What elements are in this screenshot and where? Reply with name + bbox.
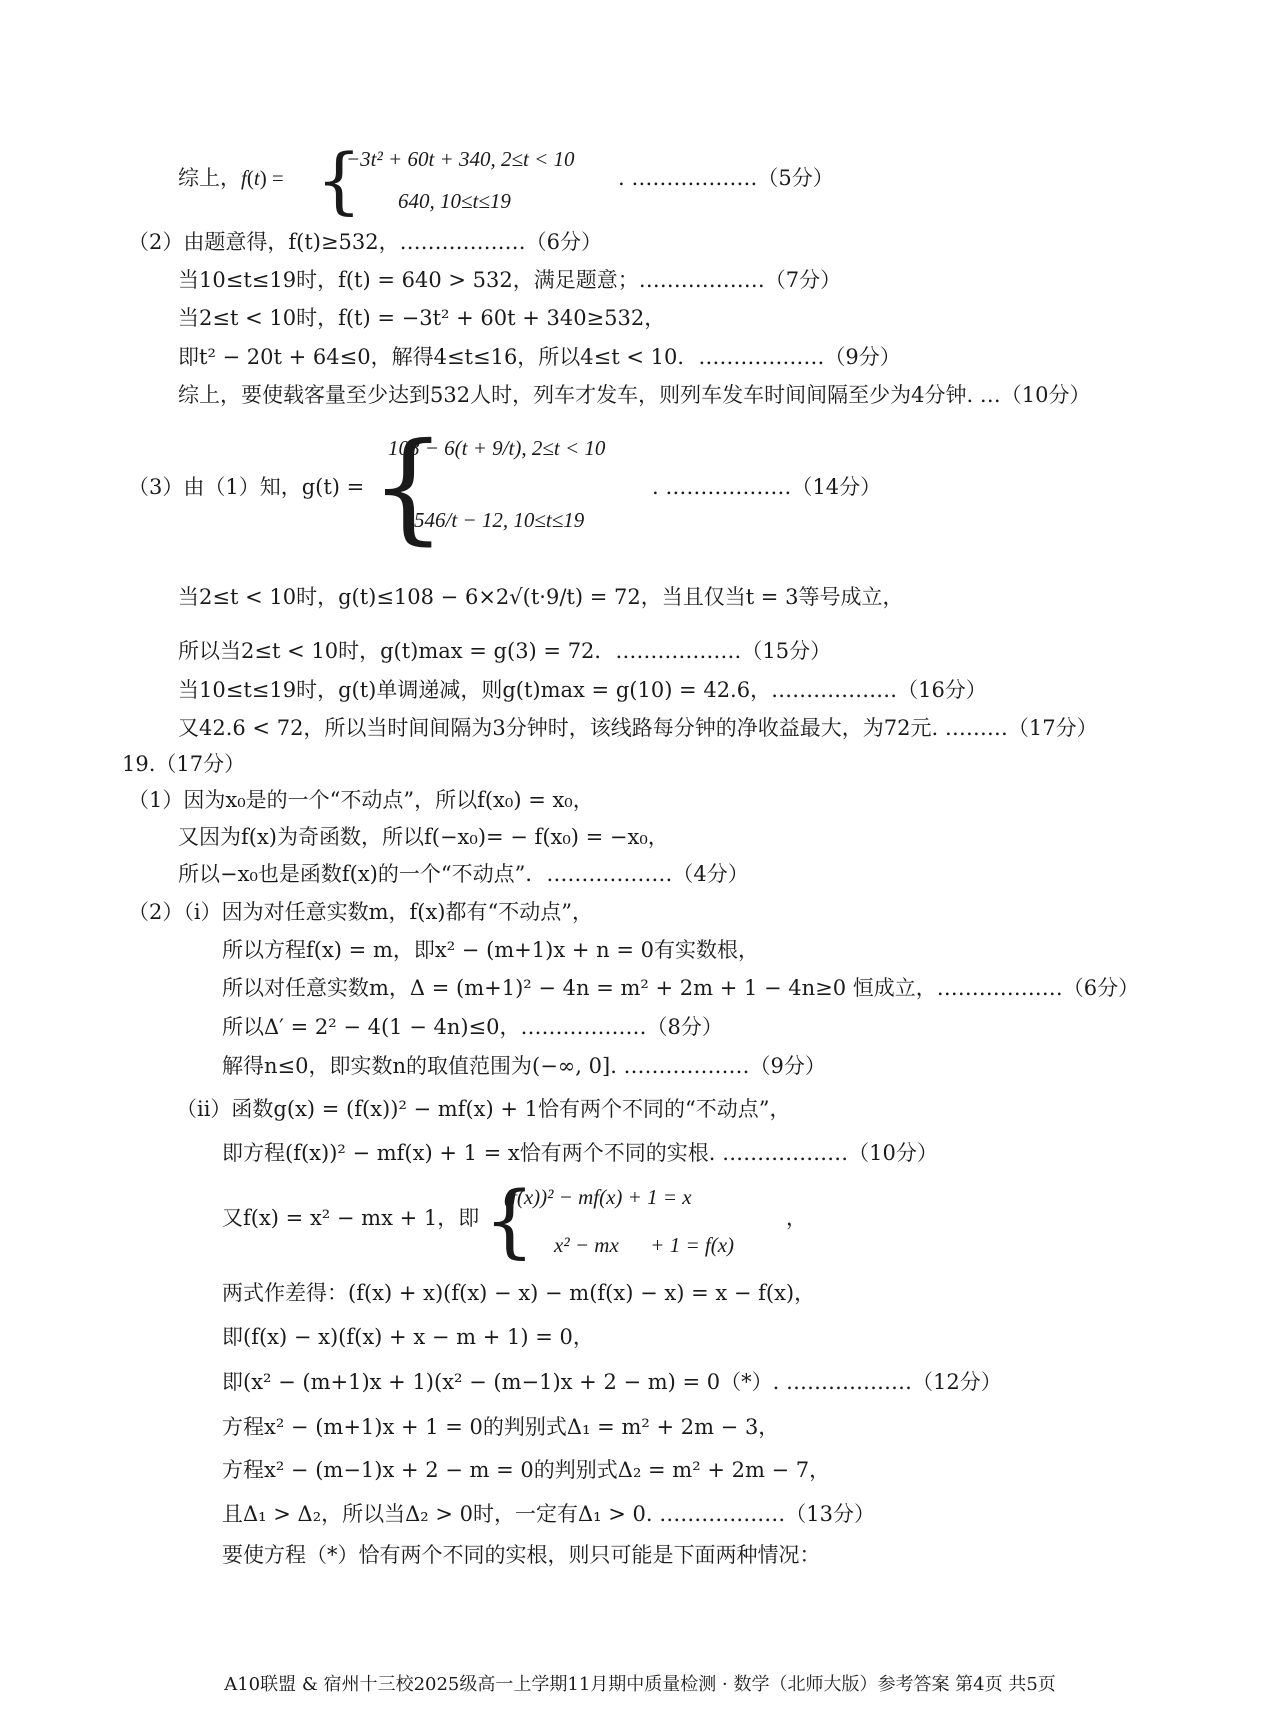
piecewise-f-case1: −3t² + 60t + 340, 2≤t < 10 bbox=[346, 147, 575, 171]
case-2-10: 当2≤t < 10时，f(t) = −3t² + 60t + 340≥532， bbox=[178, 306, 666, 330]
system-intro: 又f(x) = x² − mx + 1，即 bbox=[222, 1206, 480, 1230]
q19-part2i-line5: 解得n≤0，即实数n的取值范围为(−∞, 0]. ………………（9分） bbox=[222, 1054, 826, 1078]
question-19-heading: 19.（17分） bbox=[122, 752, 246, 776]
q19-part2ii-line1: （ii）函数g(x) = (f(x))² − mf(x) + 1恰有两个不同的“不动点”， bbox=[176, 1097, 791, 1121]
factored-line: 即(f(x) − x)(f(x) + x − m + 1) = 0， bbox=[222, 1325, 594, 1349]
q19-part2i-line2: 所以方程f(x) = m，即x² − (m+1)x + n = 0有实数根， bbox=[222, 938, 759, 962]
q19-part2i-line3: 所以对任意实数m，Δ = (m+1)² − 4n = m² + 2m + 1 − 4n≥0 恒成立，………………（6分） bbox=[222, 976, 1140, 1000]
q19-part2ii-line2: 即方程(f(x))² − mf(x) + 1 = x恰有两个不同的实根. ………………（10分） bbox=[222, 1141, 938, 1165]
q19-part2i-line1: （2）（i）因为对任意实数m，f(x)都有“不动点”， bbox=[128, 900, 593, 924]
summary-label: 综上，f(t) = bbox=[178, 166, 284, 190]
difference-line: 两式作差得：(f(x) + x)(f(x) − x) − m(f(x) − x) = x − f(x)， bbox=[222, 1281, 816, 1305]
score-5: . ………………（5分） bbox=[618, 166, 834, 190]
q19-part1-line1: （1）因为x₀是的一个“不动点”，所以f(x₀) = x₀， bbox=[128, 788, 594, 812]
part2-condition: （2）由题意得，f(t)≥532，………………（6分） bbox=[128, 230, 602, 254]
two-cases-intro: 要使方程（*）恰有两个不同的实根，则只可能是下面两种情况： bbox=[222, 1543, 821, 1567]
left-brace-system: { bbox=[484, 1174, 535, 1267]
equation-star: 即(x² − (m+1)x + 1)(x² − (m−1)x + 2 − m) = 0（*）. ………………（12分） bbox=[222, 1370, 1002, 1394]
q19-part2i-line4: 所以Δ′ = 2² − 4(1 − 4n)≤0，………………（8分） bbox=[222, 1015, 723, 1039]
piecewise-g-case2: 546/t − 12, 10≤t≤19 bbox=[414, 508, 585, 532]
piecewise-g-case1: 108 − 6(t + 9/t), 2≤t < 10 bbox=[388, 436, 606, 460]
page-footer: A10联盟 & 宿州十三校2025级高一上学期11月期中质量检测 · 数学（北师大版）参考答案 第4页 共5页 bbox=[224, 1674, 1056, 1695]
inequality-solution: 即t² − 20t + 64≤0，解得4≤t≤16，所以4≤t < 10．………………（9分） bbox=[178, 345, 901, 369]
part3-conclusion: 又42.6 < 72，所以当时间间隔为3分钟时，该线路每分钟的净收益最大，为72元. ………（17分） bbox=[178, 716, 1098, 740]
q19-part1-line3: 所以−x₀也是函数f(x)的一个“不动点”．………………（4分） bbox=[178, 862, 749, 886]
discriminant-2: 方程x² − (m−1)x + 2 − m = 0的判别式Δ₂ = m² + 2m − 7， bbox=[222, 1458, 831, 1482]
system-comma: ， bbox=[786, 1206, 807, 1230]
discriminant-1: 方程x² − (m+1)x + 1 = 0的判别式Δ₁ = m² + 2m − 3， bbox=[222, 1415, 780, 1439]
part3-label: （3）由（1）知，g(t) = bbox=[128, 475, 365, 499]
system-eq1: (f(x))² − mf(x) + 1 = x bbox=[504, 1185, 692, 1209]
am-gm-bound: 当2≤t < 10时，g(t)≤108 − 6×2√(t·9/t) = 72，当且仅当t = 3等号成立， bbox=[178, 585, 904, 609]
piecewise-f-case2: 640, 10≤t≤19 bbox=[398, 189, 511, 213]
q19-part1-line2: 又因为f(x)为奇函数，所以f(−x₀)= − f(x₀) = −x₀， bbox=[178, 825, 669, 849]
left-brace: { bbox=[316, 138, 362, 222]
part2-conclusion: 综上，要使载客量至少达到532人时，列车才发车，则列车发车时间间隔至少为4分钟. …（10分） bbox=[178, 383, 1091, 407]
discriminant-compare: 且Δ₁ > Δ₂，所以当Δ₂ > 0时，一定有Δ₁ > 0. ………………（13分） bbox=[222, 1502, 875, 1526]
score-14: . ………………（14分） bbox=[652, 475, 882, 499]
case-10-19: 当10≤t≤19时，f(t) = 640 > 532，满足题意；………………（7分） bbox=[178, 268, 842, 292]
max-on-10-19: 当10≤t≤19时，g(t)单调递减，则g(t)max = g(10) = 42.6，………………（16分） bbox=[178, 678, 987, 702]
left-brace-g: { bbox=[370, 418, 447, 557]
system-eq2: x² − mx + 1 = f(x) bbox=[554, 1233, 735, 1257]
max-on-2-10: 所以当2≤t < 10时，g(t)max = g(3) = 72．………………（15分） bbox=[178, 639, 832, 663]
